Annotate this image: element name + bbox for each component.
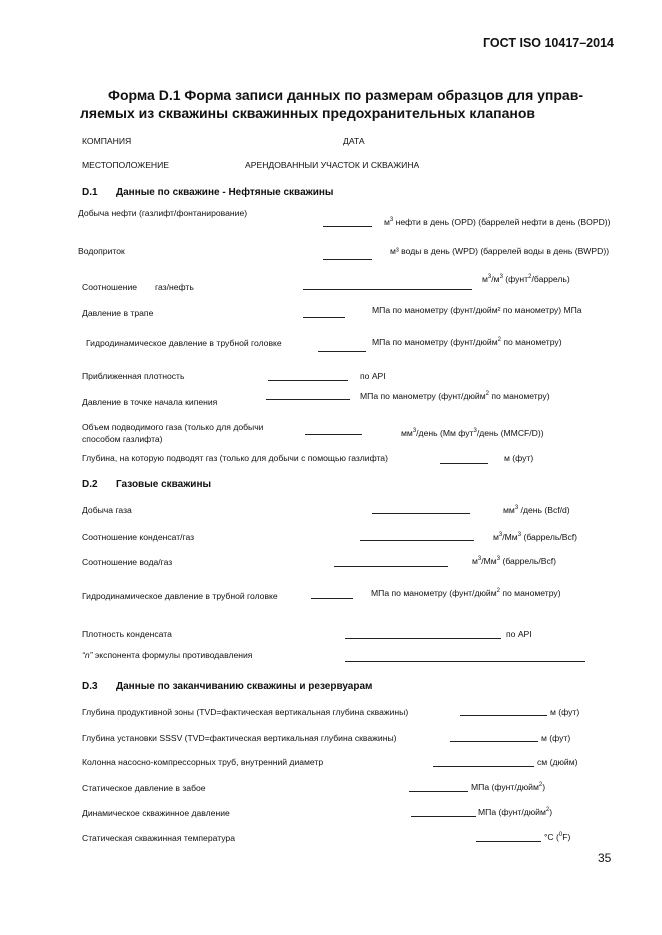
injection-depth-label: Глубина, на которую подводят газ (только для добычи с помощью газлифта) xyxy=(82,453,388,463)
section-d3-title: Данные по заканчиванию скважины и резервуарам xyxy=(116,681,373,692)
whp-label: Гидродинамическое давление в трубной головке xyxy=(86,338,282,348)
sssv-depth-label: Глубина установки SSSV (TVD=фактическая вертикальная глубина скважины) xyxy=(82,733,397,743)
water-field[interactable] xyxy=(323,259,372,260)
company-label: КОМПАНИЯ xyxy=(82,136,132,146)
standard-number: ГОСТ ISO 10417–2014 xyxy=(483,36,614,50)
gas-whp-field[interactable] xyxy=(311,598,353,599)
tubing-id-unit: см (дюйм) xyxy=(537,757,578,767)
zone-depth-unit: м (фут) xyxy=(550,707,580,717)
condensate-density-label: Плотность конденсата xyxy=(82,629,172,639)
gas-injection-label-2: способом газлифта) xyxy=(82,434,163,444)
density-label: Приближенная плотность xyxy=(82,371,185,381)
gas-injection-unit: $мм^3$/день (Мм фут$^3$/день (MMCF/D)) xyxy=(401,428,544,438)
condensate-density-unit: по API xyxy=(506,629,532,639)
tubing-id-label: Колонна насосно-компрессорных труб, внутренний диаметр xyxy=(82,757,324,767)
wgr-label: Соотношение вода/газ xyxy=(82,557,173,567)
bubble-point-field[interactable] xyxy=(266,399,350,400)
gor-unit: $м^3/м^3$ (фунт$^2$/баррель) xyxy=(482,274,570,284)
gas-whp-label: Гидродинамическое давление в трубной головке xyxy=(82,591,278,601)
static-temperature-field[interactable] xyxy=(476,841,541,842)
wgr-field[interactable] xyxy=(334,566,448,567)
static-bhp-unit: МПа (фунт/дюйм$^2$) xyxy=(471,782,546,792)
water-label: Водоприток xyxy=(78,246,125,256)
density-field[interactable] xyxy=(268,380,348,381)
whp-unit: МПа по манометру (фунт/дюйм$^2$ по манометру) xyxy=(372,337,562,347)
gas-rate-label: Добыча газа xyxy=(82,505,132,515)
gas-rate-unit: $мм^3$ /день (Bcf/d) xyxy=(503,505,570,515)
cgr-unit: $м^3/Мм^3$ (баррель/Bcf) xyxy=(493,532,578,542)
oil-rate-label: Добыча нефти (газлифт/фонтанирование) xyxy=(78,208,248,218)
static-bhp-field[interactable] xyxy=(409,791,468,792)
condensate-density-field[interactable] xyxy=(345,638,501,639)
section-d3-heading xyxy=(82,681,372,692)
location-label: МЕСТОПОЛОЖЕНИЕ xyxy=(82,160,170,170)
flowline-label: Давление в трапе xyxy=(82,308,154,318)
oil-rate-unit: $м^3$ нефти в день (OPD) (баррелей нефти в день (BOPD)) xyxy=(384,217,611,227)
bubble-point-unit: МПа по манометру (фунт/дюйм$^2$ по манометру) xyxy=(360,391,550,401)
gor-label: Соотношение газ/нефть xyxy=(82,282,194,292)
n-exponent-label: “n” экспонента формулы противодавления xyxy=(82,650,253,660)
gas-injection-label-1: Объем подводимого газа (только для добычи xyxy=(82,422,264,432)
static-temperature-label: Статическая скважинная температура xyxy=(82,833,235,843)
section-d2-title: Газовые скважины xyxy=(116,479,212,490)
page-number: 35 xyxy=(598,851,612,865)
injection-depth-unit: м (фут) xyxy=(504,453,534,463)
whp-field[interactable] xyxy=(318,351,366,352)
form-title xyxy=(80,86,620,122)
n-exponent-field[interactable] xyxy=(345,661,585,662)
lease-label: АРЕНДОВАННЫИ УЧАСТОК И СКВАЖИНА xyxy=(245,160,420,170)
form-title-line-1: Форма D.1 Форма записи данных по размерам образцов для управ- xyxy=(108,87,583,103)
section-d2-heading xyxy=(82,479,211,490)
sssv-depth-unit: м (фут) xyxy=(541,733,571,743)
flowline-field[interactable] xyxy=(303,317,345,318)
date-label: ДАТА xyxy=(343,136,365,146)
gor-field[interactable] xyxy=(303,289,472,290)
form-title-line-2: ляемых из скважины скважинных предохранительных клапанов xyxy=(80,105,536,121)
bubble-point-label: Давление в точке начала кипения xyxy=(82,397,218,407)
gas-whp-unit: МПа по манометру (фунт/дюйм$^2$ по манометру) xyxy=(371,588,561,598)
zone-depth-field[interactable] xyxy=(460,715,547,716)
zone-depth-label: Глубина продуктивной зоны (TVD=фактическая вертикальная глубина скважины) xyxy=(82,707,409,717)
cgr-label: Соотношение конденсат/газ xyxy=(82,532,195,542)
injection-depth-field[interactable] xyxy=(440,463,488,464)
gas-rate-field[interactable] xyxy=(372,513,470,514)
flowing-bhp-unit: МПа (фунт/дюйм$^2$) xyxy=(478,807,553,817)
section-d1-heading xyxy=(82,187,333,198)
section-d1-title: Данные по скважине - Нефтяные скважины xyxy=(116,187,334,198)
flowline-unit: МПа по манометру (фунт/дюйм² по манометру) МПа xyxy=(372,305,582,315)
density-unit: по API xyxy=(360,371,386,381)
static-bhp-label: Статическое давление в забое xyxy=(82,783,206,793)
flowing-bhp-field[interactable] xyxy=(411,816,476,817)
water-unit: м³ воды в день (WPD) (баррелей воды в день (BWPD)) xyxy=(390,246,610,256)
section-d1-number: D.1 xyxy=(82,187,98,198)
tubing-id-field[interactable] xyxy=(433,766,534,767)
section-d2-number: D.2 xyxy=(82,479,98,490)
sssv-depth-field[interactable] xyxy=(450,741,538,742)
section-d3-number: D.3 xyxy=(82,681,98,692)
gas-injection-field[interactable] xyxy=(305,434,362,435)
wgr-unit: $м^3/Мм^3$ (баррель/Bcf) xyxy=(472,556,557,566)
cgr-field[interactable] xyxy=(360,540,474,541)
static-temperature-unit: °С ($^0$F) xyxy=(544,832,571,842)
oil-rate-field[interactable] xyxy=(323,226,372,227)
flowing-bhp-label: Динамическое скважинное давление xyxy=(82,808,230,818)
